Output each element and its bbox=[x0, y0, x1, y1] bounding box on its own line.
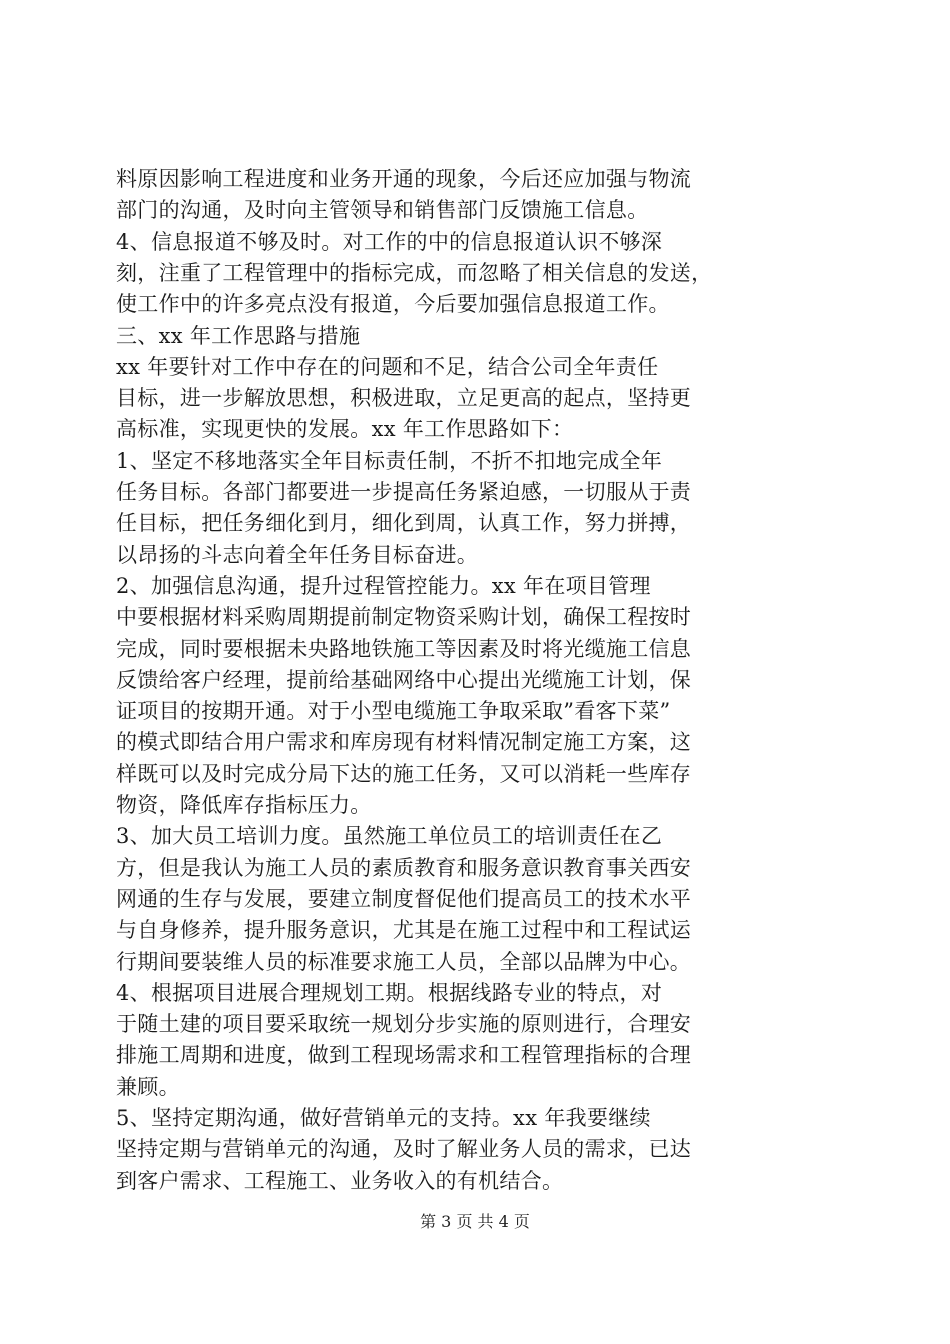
text-line: xx 年要针对工作中存在的问题和不足，结合公司全年责任 bbox=[116, 354, 659, 379]
text-line: 证项目的按期开通。对于小型电缆施工争取采取”看客下菜” bbox=[116, 699, 671, 724]
text-line: 2、加强信息沟通，提升过程管控能力。xx 年在项目管理 bbox=[116, 573, 651, 598]
text-line: 方，但是我认为施工人员的素质教育和服务意识教育事关西安 bbox=[116, 855, 692, 880]
page-number-footer: 第 3 页 共 4 页 bbox=[420, 1212, 530, 1231]
text-line: 目标，进一步解放思想，积极进取，立足更高的起点，坚持更 bbox=[116, 386, 692, 411]
section-heading: 三、xx 年工作思路与措施 bbox=[116, 323, 361, 348]
text-line: 部门的沟通，及时向主管领导和销售部门反馈施工信息。 bbox=[116, 198, 649, 223]
text-line: 任务目标。各部门都要进一步提高任务紧迫感，一切服从于责 bbox=[116, 480, 692, 504]
text-line: 到客户需求、工程施工、业务收入的有机结合。 bbox=[116, 1168, 564, 1193]
text-line: 刻，注重了工程管理中的指标完成，而忽略了相关信息的发送， bbox=[116, 260, 713, 285]
text-line: 任目标，把任务细化到月，细化到周，认真工作，努力拼搏， bbox=[116, 511, 692, 536]
text-line: 1、坚定不移地落实全年目标责任制，不折不扣地完成全年 bbox=[116, 448, 663, 473]
text-line: 网通的生存与发展，要建立制度督促他们提高员工的技术水平 bbox=[116, 886, 692, 911]
text-line: 反馈给客户经理，提前给基础网络中心提出光缆施工计划，保 bbox=[116, 667, 692, 692]
text-line: 样既可以及时完成分局下达的施工任务，又可以消耗一些库存 bbox=[116, 761, 692, 786]
text-line: 中要根据材料采购周期提前制定物资采购计划，确保工程按时 bbox=[116, 605, 692, 630]
text-line: 3、加大员工培训力度。虽然施工单位员工的培训责任在乙 bbox=[116, 824, 663, 849]
text-line: 高标准，实现更快的发展。xx 年工作思路如下： bbox=[116, 417, 574, 442]
text-line: 物资，降低库存指标压力。 bbox=[116, 793, 372, 817]
text-line: 5、坚持定期沟通，做好营销单元的支持。xx 年我要继续 bbox=[116, 1106, 651, 1130]
text-line: 4、根据项目进展合理规划工期。根据线路专业的特点，对 bbox=[116, 980, 663, 1005]
text-line: 的模式即结合用户需求和库房现有材料情况制定施工方案，这 bbox=[116, 730, 692, 755]
text-line: 以昂扬的斗志向着全年任务目标奋进。 bbox=[116, 542, 479, 567]
text-line: 使工作中的许多亮点没有报道，今后要加强信息报道工作。 bbox=[116, 292, 670, 317]
text-line: 行期间要装维人员的标准要求施工人员，全部以品牌为中心。 bbox=[116, 949, 692, 974]
text-line: 兼顾。 bbox=[116, 1074, 180, 1099]
text-line: 完成，同时要根据未央路地铁施工等因素及时将光缆施工信息 bbox=[116, 636, 692, 661]
text-line: 坚持定期与营销单元的沟通，及时了解业务人员的需求，已达 bbox=[116, 1137, 692, 1162]
text-line: 排施工周期和进度，做到工程现场需求和工程管理指标的合理 bbox=[116, 1043, 692, 1068]
text-line: 于随土建的项目要采取统一规划分步实施的原则进行，合理安 bbox=[116, 1012, 692, 1037]
text-line: 料原因影响工程进度和业务开通的现象，今后还应加强与物流 bbox=[116, 167, 692, 191]
text-line: 与自身修养，提升服务意识，尤其是在施工过程中和工程试运 bbox=[116, 918, 692, 943]
text-line: 4、信息报道不够及时。对工作的中的信息报道认识不够深 bbox=[116, 229, 663, 254]
